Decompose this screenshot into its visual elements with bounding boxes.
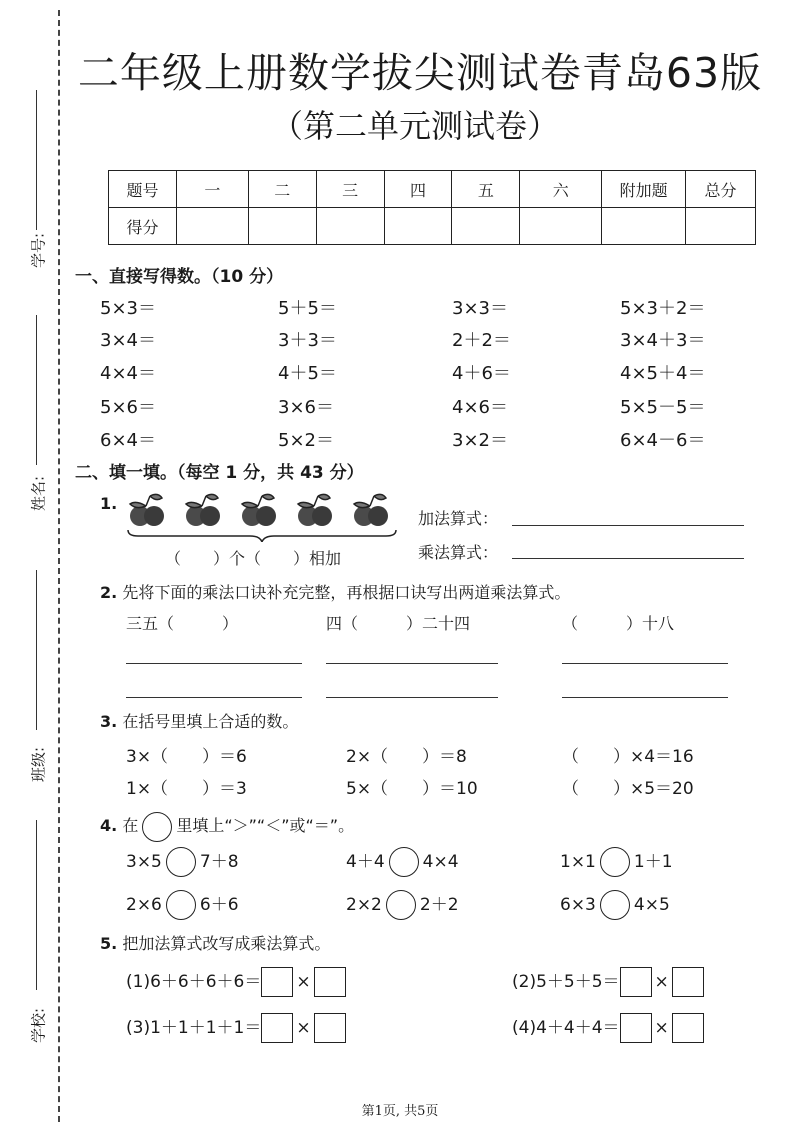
answer-box[interactable] [672, 1013, 704, 1043]
table-cell: 三 [316, 171, 384, 208]
answer-box[interactable] [672, 967, 704, 997]
q1-brace-text: （ ）个（ ）相加 [165, 549, 342, 568]
times-sign: × [296, 972, 311, 992]
compare-left: 3×5 [126, 852, 162, 872]
answer-box[interactable] [314, 1013, 346, 1043]
rewrite-item [126, 966, 346, 998]
compare-circle[interactable] [166, 847, 196, 877]
class-label: 班级: [29, 746, 48, 783]
fruit-pair-icon [354, 494, 388, 526]
compare-right: 2＋2 [419, 895, 459, 915]
arith-item: 4＋6＝ [452, 363, 511, 384]
circle-icon [142, 812, 172, 842]
fill-blank-item[interactable]: 3×（ ）＝6 [126, 747, 247, 767]
answer-box[interactable] [620, 967, 652, 997]
q2-number: 2. [100, 583, 118, 602]
answer-line[interactable] [126, 663, 302, 664]
compare-item [560, 846, 673, 878]
section1-heading: 一、直接写得数。（10 分） [75, 267, 284, 287]
table-cell: 得分 [109, 208, 177, 245]
arith-item: 5×2＝ [278, 430, 334, 451]
mul-answer-line[interactable] [512, 558, 744, 559]
arith-item: 4×5＋4＝ [620, 363, 706, 384]
section2-heading: 二、填一填。（每空 1 分，共 43 分） [75, 463, 364, 483]
name-field [8, 315, 54, 515]
fruit-pair-icon [298, 494, 332, 526]
fruit-picture [122, 490, 402, 542]
rewrite-item [126, 1012, 346, 1044]
score-table-header-row [109, 171, 756, 208]
arith-item: 5×3＋2＝ [620, 298, 706, 319]
fill-blank-item[interactable]: 1×（ ）＝3 [126, 779, 247, 799]
compare-circle[interactable] [386, 890, 416, 920]
score-input-cell[interactable] [176, 208, 248, 245]
q3-text: 在括号里填上合适的数。 [122, 712, 299, 731]
arith-item: 3＋3＝ [278, 330, 337, 351]
table-cell: 总分 [686, 171, 756, 208]
arith-item: 3×3＝ [452, 298, 508, 319]
table-cell: 四 [384, 171, 452, 208]
rewrite-expression: (4)4＋4＋4＝ [512, 1018, 620, 1038]
compare-right: 4×5 [633, 895, 670, 915]
q5-text: 把加法算式改写成乘法算式。 [122, 934, 331, 953]
compare-right: 6＋6 [199, 895, 239, 915]
q5-number: 5. [100, 934, 118, 953]
compare-left: 4＋4 [346, 852, 385, 872]
arith-item: 2＋2＝ [452, 330, 511, 351]
arith-item: 5×5－5＝ [620, 397, 706, 418]
score-input-cell[interactable] [602, 208, 686, 245]
compare-item [346, 889, 459, 921]
score-input-cell[interactable] [520, 208, 602, 245]
times-sign: × [654, 1018, 669, 1038]
q3-number: 3. [100, 712, 118, 731]
q4-text-before: 在 [122, 816, 139, 835]
brace-icon [128, 530, 396, 542]
answer-line[interactable] [562, 663, 728, 664]
compare-item [126, 846, 239, 878]
arith-item: 3×4＋3＝ [620, 330, 706, 351]
q3-prompt [100, 709, 298, 732]
times-sign: × [296, 1018, 311, 1038]
compare-item [346, 846, 459, 878]
q2-item: （ ）十八 [562, 614, 675, 633]
page-footer: 第1页, 共5页 [361, 1104, 439, 1119]
answer-line[interactable] [326, 663, 498, 664]
q5-prompt [100, 931, 330, 954]
answer-box[interactable] [261, 967, 293, 997]
fruit-pair-icon [242, 494, 276, 526]
table-cell: 题号 [109, 171, 177, 208]
compare-right: 1＋1 [633, 852, 673, 872]
compare-circle[interactable] [389, 847, 419, 877]
fruit-pair-icon [130, 494, 164, 526]
student-id-label: 学号: [29, 232, 48, 269]
times-sign: × [654, 972, 669, 992]
arith-item: 5×3＝ [100, 298, 156, 319]
fill-blank-item[interactable]: 5×（ ）＝10 [346, 779, 478, 799]
arith-item: 4×6＝ [452, 397, 508, 418]
class-field [8, 570, 54, 783]
fill-blank-item[interactable]: （ ）×4＝16 [562, 747, 694, 767]
name-underline[interactable] [36, 315, 37, 465]
name-label: 姓名: [29, 475, 48, 512]
q4-number: 4. [100, 816, 118, 835]
q2-text: 先将下面的乘法口诀补充完整，再根据口诀写出两道乘法算式。 [122, 583, 571, 602]
arith-item: 3×6＝ [278, 397, 334, 418]
arith-item: 3×4＝ [100, 330, 156, 351]
answer-box[interactable] [620, 1013, 652, 1043]
score-input-cell[interactable] [316, 208, 384, 245]
answer-box[interactable] [314, 967, 346, 997]
q1-add-label: 加法算式： [418, 509, 499, 528]
table-cell: 六 [520, 171, 602, 208]
compare-circle[interactable] [166, 890, 196, 920]
compare-left: 1×1 [560, 852, 596, 872]
arith-item: 4＋5＝ [278, 363, 337, 384]
answer-line[interactable] [562, 697, 728, 698]
score-table-score-row [109, 208, 756, 245]
class-underline[interactable] [36, 570, 37, 730]
fruit-pair-icon [186, 494, 220, 526]
answer-line[interactable] [326, 697, 498, 698]
table-cell: 二 [248, 171, 316, 208]
compare-item [126, 889, 239, 921]
table-cell: 附加题 [602, 171, 686, 208]
school-underline[interactable] [36, 820, 37, 990]
arith-item: 3×2＝ [452, 430, 508, 451]
rewrite-expression: (1)6＋6＋6＋6＝ [126, 972, 262, 992]
school-label: 学校: [29, 1007, 48, 1044]
q2-prompt [100, 580, 570, 603]
rewrite-item [512, 966, 704, 998]
binding-dotted-line [58, 10, 60, 1122]
page-subtitle: （第二单元测试卷） [270, 107, 559, 145]
answer-line[interactable] [126, 697, 302, 698]
arith-item: 4×4＝ [100, 363, 156, 384]
q1-number: 1. [100, 494, 118, 513]
arith-item: 6×4－6＝ [620, 430, 706, 451]
add-answer-line[interactable] [512, 525, 744, 526]
fill-blank-item[interactable]: 2×（ ）＝8 [346, 747, 467, 767]
q4-prompt [100, 811, 354, 842]
arith-item: 5×6＝ [100, 397, 156, 418]
table-cell: 一 [176, 171, 248, 208]
compare-circle[interactable] [600, 890, 630, 920]
compare-circle[interactable] [600, 847, 630, 877]
q2-item: 三五（ ） [126, 614, 239, 633]
compare-right: 4×4 [422, 852, 459, 872]
table-cell: 五 [452, 171, 520, 208]
answer-box[interactable] [261, 1013, 293, 1043]
rewrite-expression: (3)1＋1＋1＋1＝ [126, 1018, 262, 1038]
page-title: 二年级上册数学拔尖测试卷青岛63版 [77, 49, 763, 97]
compare-item [560, 889, 670, 921]
compare-left: 6×3 [560, 895, 596, 915]
q4-text-after: 里填上“＞”“＜”或“＝”。 [176, 816, 355, 835]
score-input-cell[interactable] [686, 208, 756, 245]
score-table [108, 170, 756, 245]
q2-item: 四（ ）二十四 [326, 614, 471, 633]
rewrite-item [512, 1012, 704, 1044]
score-input-cell[interactable] [248, 208, 316, 245]
score-input-cell[interactable] [384, 208, 452, 245]
arith-item: 6×4＝ [100, 430, 156, 451]
compare-left: 2×6 [126, 895, 162, 915]
school-field [8, 820, 54, 1050]
arith-item: 5＋5＝ [278, 298, 337, 319]
rewrite-expression: (2)5＋5＋5＝ [512, 972, 620, 992]
fill-blank-item[interactable]: （ ）×5＝20 [562, 779, 694, 799]
score-input-cell[interactable] [452, 208, 520, 245]
q1-mul-label: 乘法算式： [418, 543, 499, 562]
compare-left: 2×2 [346, 895, 382, 915]
compare-right: 7＋8 [199, 852, 239, 872]
